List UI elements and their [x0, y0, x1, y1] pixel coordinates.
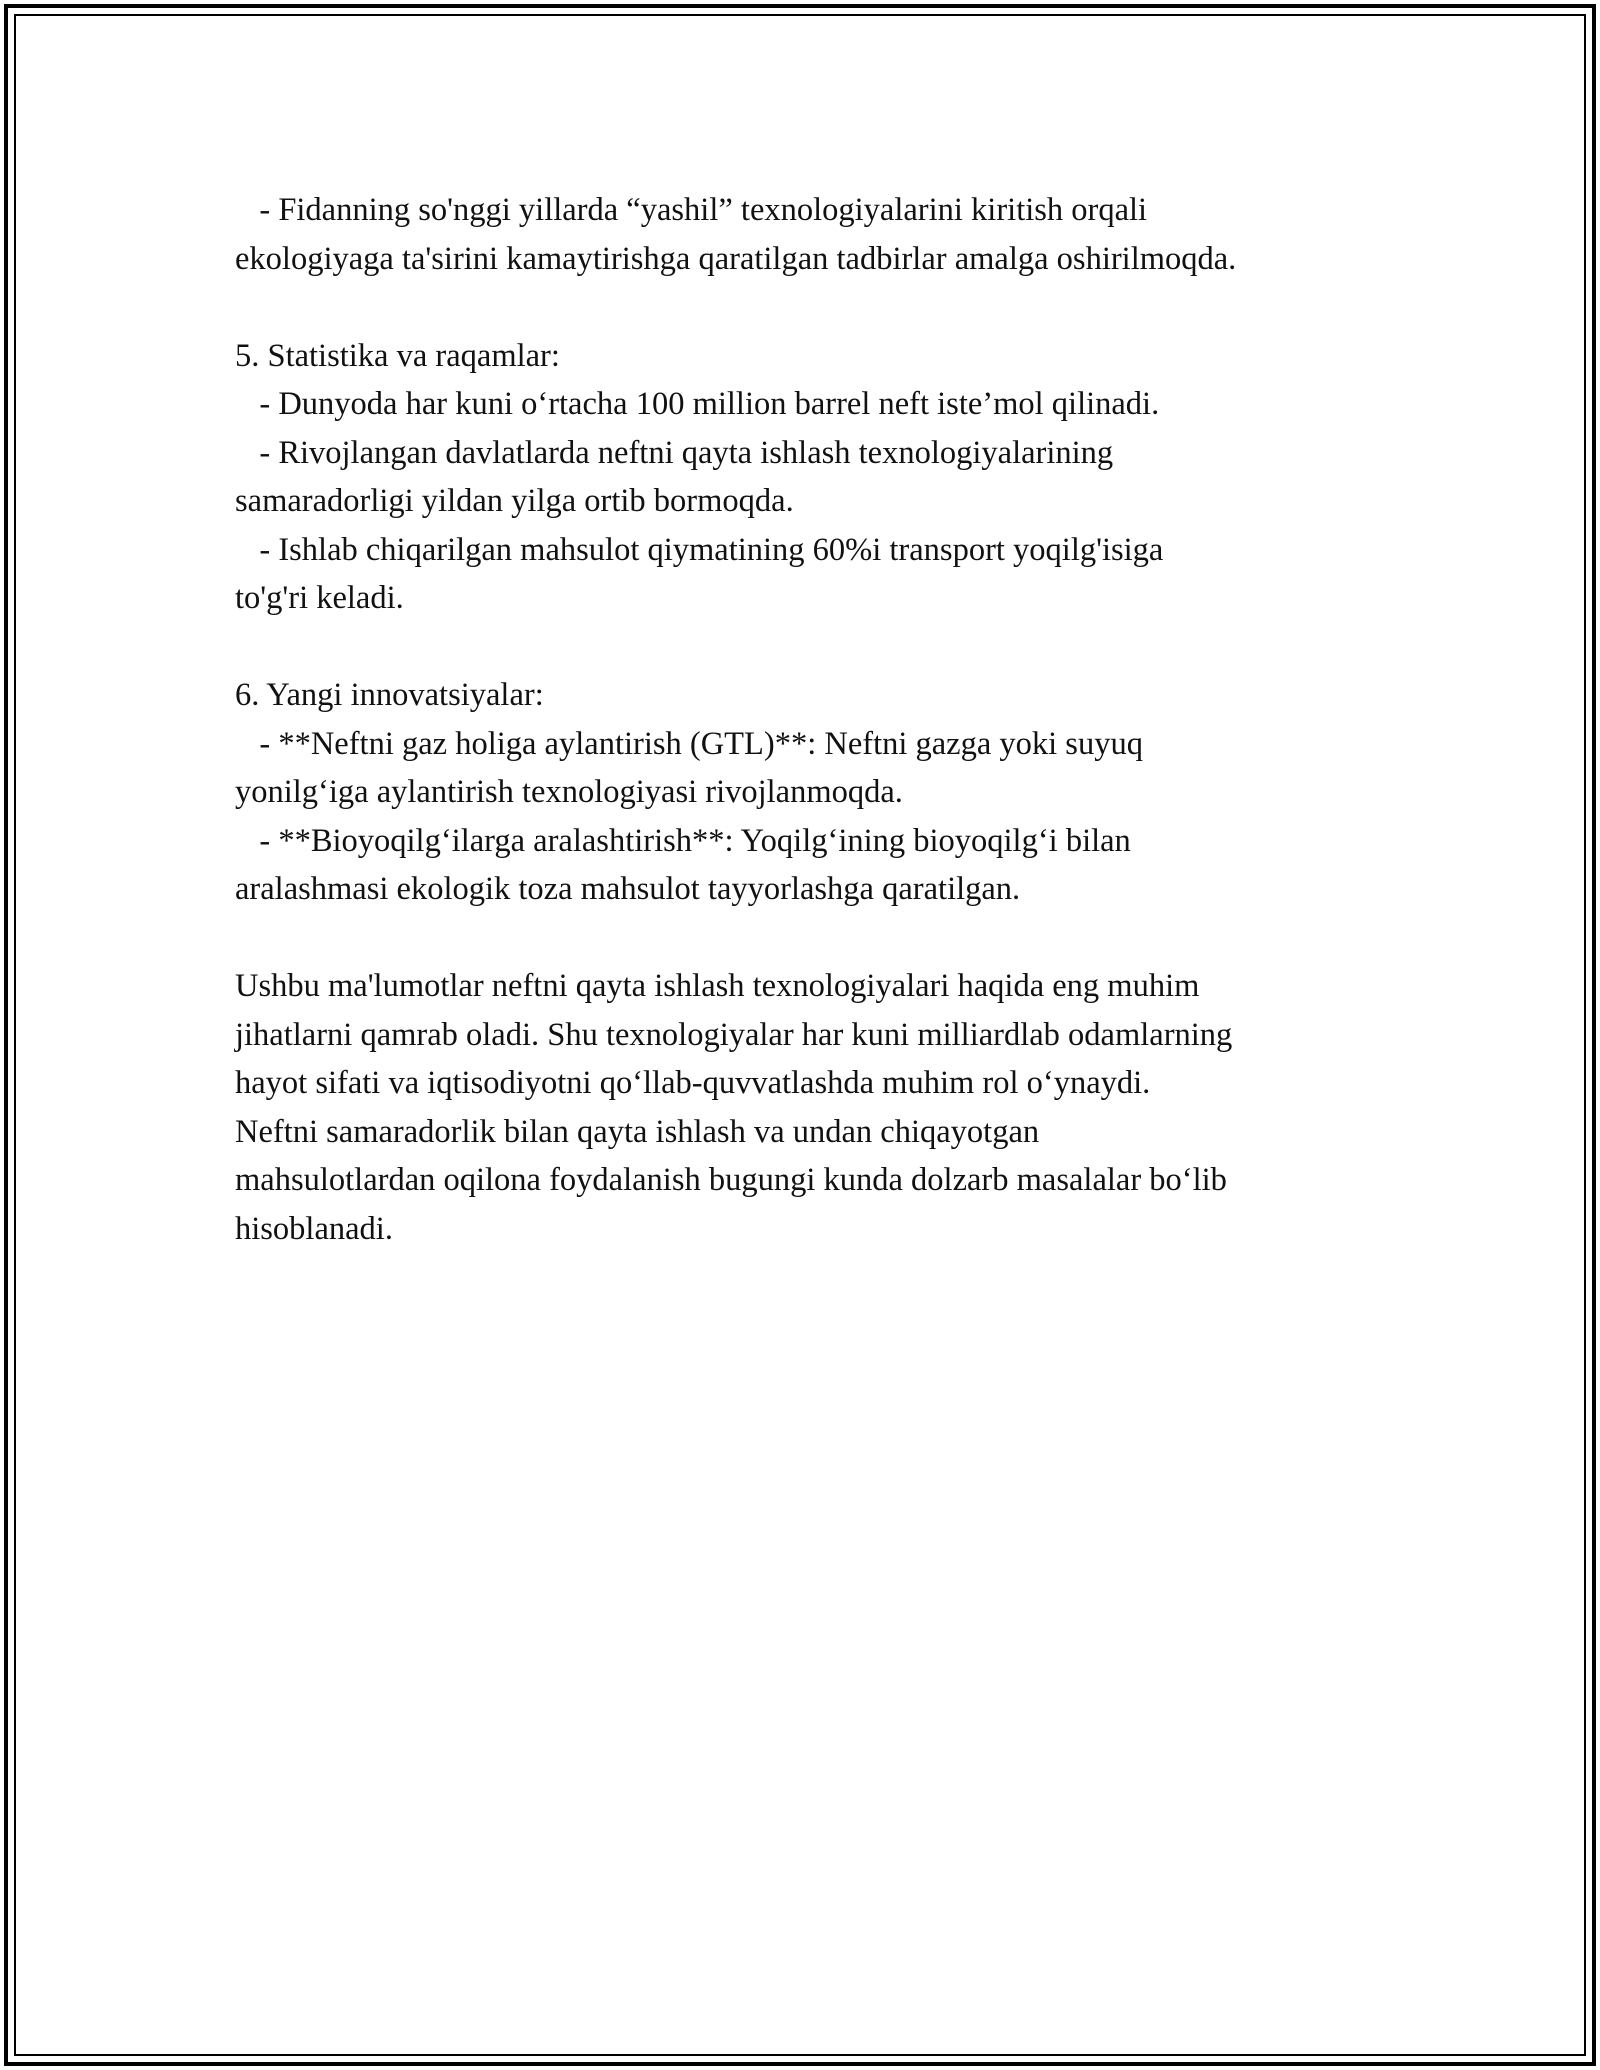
- text-line: hayot sifati va iqtisodiyotni qo‘llab-quvvatlashda muhim rol o‘ynaydi.: [235, 1065, 1151, 1101]
- section-heading: 6. Yangi innovatsiyalar:: [235, 677, 544, 713]
- text-line: - Fidanning so'nggi yillarda “yashil” texnologiyalarini kiritish orqali: [235, 192, 1148, 228]
- document-body: [235, 186, 1395, 1253]
- paragraph-fidan-green-tech: [235, 186, 1395, 283]
- text-line: mahsulotlardan oqilona foydalanish bugungi kunda dolzarb masalalar bo‘lib: [235, 1162, 1227, 1198]
- section-innovations: [235, 671, 1395, 914]
- section-statistics: [235, 332, 1395, 623]
- text-line: hisoblanadi.: [235, 1210, 393, 1247]
- text-line: Ushbu ma'lumotlar neftni qayta ishlash texnologiyalari haqida eng muhim: [235, 968, 1200, 1004]
- text-line: ekologiyaga ta'sirini kamaytirishga qaratilgan tadbirlar amalga oshirilmoqda.: [235, 240, 1237, 277]
- text-line: samaradorligi yildan yilga ortib bormoqda.: [235, 483, 794, 519]
- paragraph-spacer: [235, 914, 1395, 963]
- paragraph-spacer: [235, 283, 1395, 332]
- text-line: - Rivojlangan davlatlarda neftni qayta ishlash texnologiyalarining: [235, 434, 1114, 471]
- section-heading: 5. Statistika va raqamlar:: [235, 337, 560, 374]
- paragraph-conclusion: [235, 962, 1395, 1253]
- text-line: jihatlarni qamrab oladi. Shu texnologiyalar har kuni milliardlab odamlarning: [235, 1016, 1233, 1053]
- text-line: - **Neftni gaz holiga aylantirish (GTL)**: Neftni gazga yoki suyuq: [235, 725, 1143, 762]
- text-line: aralashmasi ekologik toza mahsulot tayyorlashga qaratilgan.: [235, 871, 1021, 907]
- text-line: to'g'ri keladi.: [235, 580, 404, 616]
- text-line: - Ishlab chiqarilgan mahsulot qiymatining 60%i transport yoqilg'isiga: [235, 531, 1164, 568]
- text-line: Neftni samaradorlik bilan qayta ishlash va undan chiqayotgan: [235, 1113, 1040, 1150]
- text-line: - Dunyoda har kuni o‘rtacha 100 million barrel neft iste’mol qilinadi.: [235, 386, 1160, 422]
- text-line: - **Bioyoqilg‘ilarga aralashtirish**: Yoqilg‘ining bioyoqilg‘i bilan: [235, 822, 1131, 859]
- text-line: yonilg‘iga aylantirish texnologiyasi rivojlanmoqda.: [235, 774, 903, 810]
- paragraph-spacer: [235, 623, 1395, 672]
